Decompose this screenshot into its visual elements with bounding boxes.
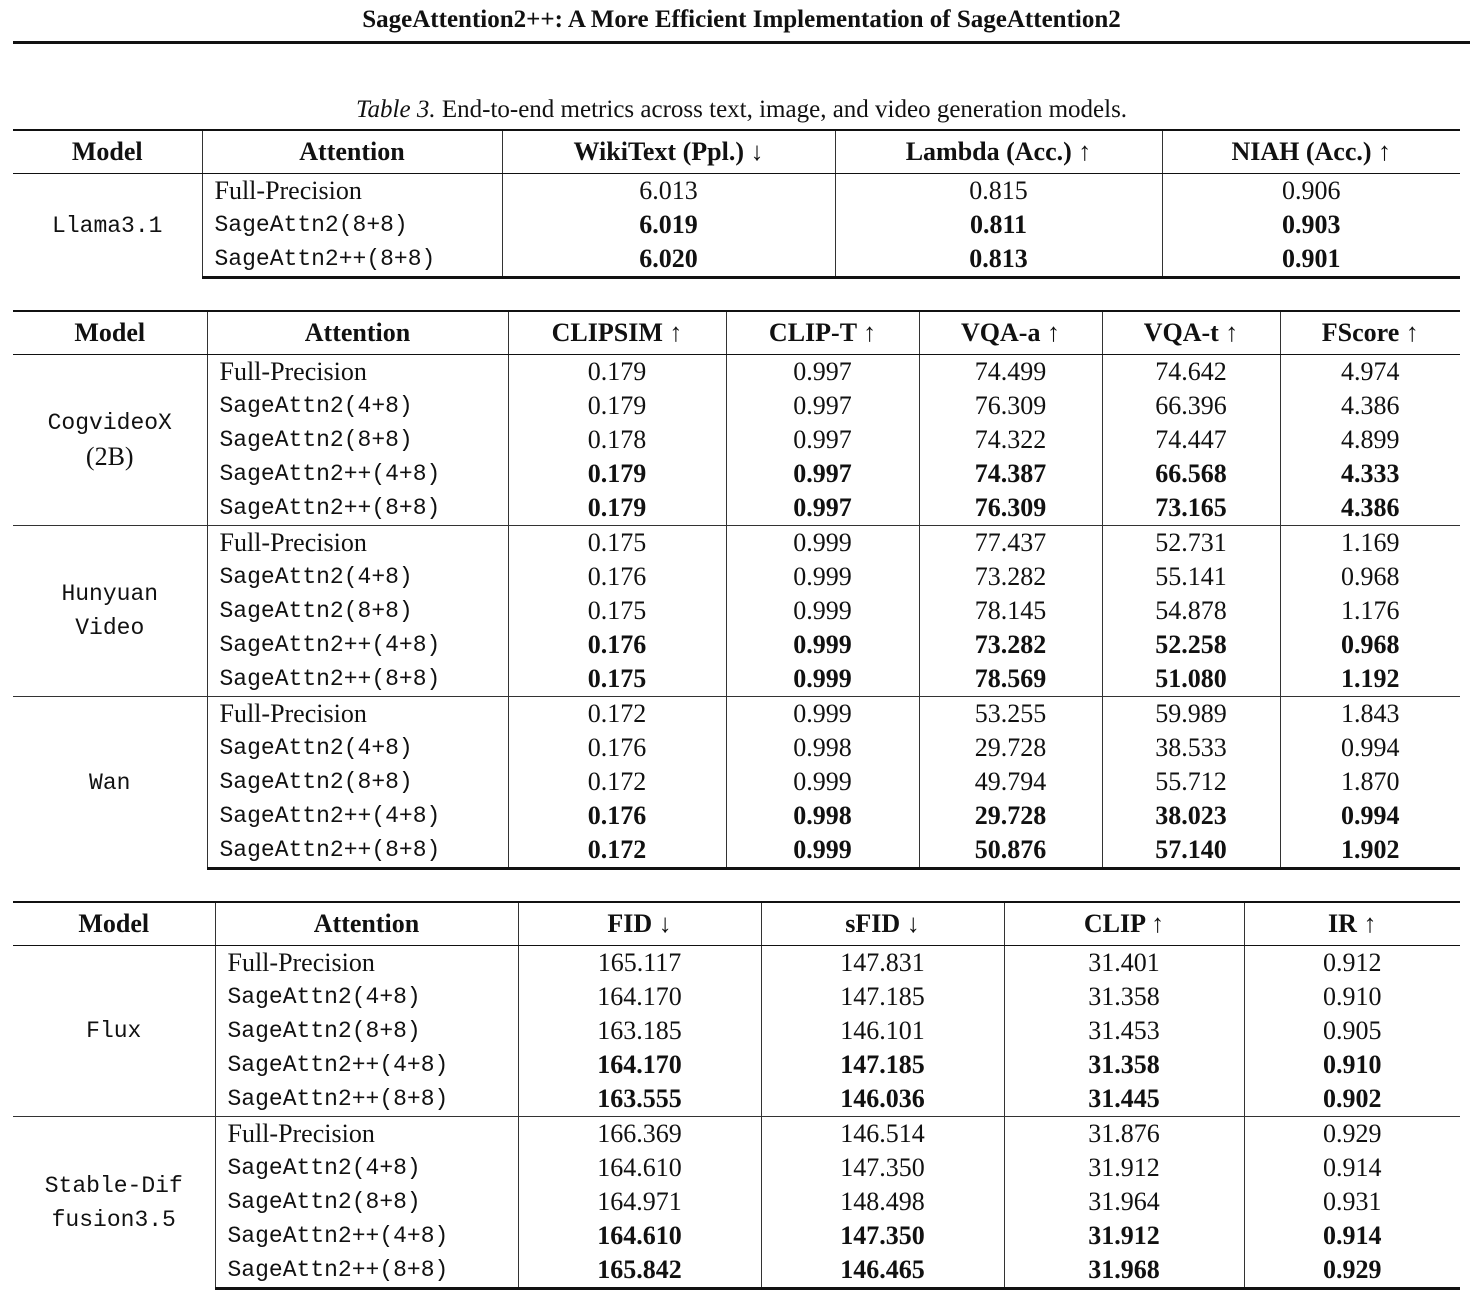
metric-value-clip: 31.453 bbox=[1004, 1014, 1244, 1048]
video-generation-table bbox=[13, 310, 1460, 870]
metric-value-clip-t: 0.997 bbox=[726, 423, 919, 457]
table-row bbox=[13, 457, 1460, 491]
column-header-model: Model bbox=[13, 311, 207, 355]
column-header-fid: FID ↓ bbox=[518, 902, 761, 946]
metric-value-clip-t: 0.999 bbox=[726, 594, 919, 628]
attention-method: Full-Precision bbox=[215, 946, 518, 981]
metric-value-clip: 31.964 bbox=[1004, 1185, 1244, 1219]
metric-value-vqa-a: 50.876 bbox=[919, 833, 1102, 869]
table-row bbox=[13, 799, 1460, 833]
metric-value-ir: 0.914 bbox=[1323, 1153, 1382, 1182]
metric-value-fscore: 0.968 bbox=[1341, 562, 1400, 591]
table-row bbox=[13, 242, 1460, 278]
attention-method: Full-Precision bbox=[207, 526, 508, 561]
metric-value-clip: 31.912 bbox=[1004, 1219, 1244, 1253]
metric-value-fid: 164.610 bbox=[518, 1219, 761, 1253]
attention-method: SageAttn2++(4+8) bbox=[215, 1219, 518, 1253]
metric-value-fid: 163.555 bbox=[518, 1082, 761, 1117]
metric-value-clipsim: 0.172 bbox=[508, 833, 726, 869]
metric-value-vqa-t: 51.080 bbox=[1102, 662, 1280, 697]
model-name bbox=[13, 946, 215, 1117]
metric-value-clipsim: 0.179 bbox=[508, 389, 726, 423]
metric-value-vqa-a: 73.282 bbox=[919, 628, 1102, 662]
column-header-attention: Attention bbox=[202, 130, 502, 174]
model-name-line: fusion3.5 bbox=[51, 1206, 176, 1233]
metric-value-clipsim: 0.179 bbox=[508, 491, 726, 526]
metric-value-ir: 0.929 bbox=[1244, 1253, 1460, 1289]
model-group-llama3-1 bbox=[13, 174, 1460, 278]
metric-value-vqa-a: 29.728 bbox=[919, 799, 1102, 833]
table-row bbox=[13, 526, 1460, 561]
metric-value-vqa-a: 78.145 bbox=[919, 594, 1102, 628]
attention-method: Full-Precision bbox=[215, 1117, 518, 1152]
model-name-line: Hunyuan bbox=[61, 581, 159, 607]
metric-value-fid: 164.170 bbox=[518, 1048, 761, 1082]
attention-method: SageAttn2++(8+8) bbox=[207, 662, 508, 697]
column-header-fscore: FScore ↑ bbox=[1280, 311, 1460, 355]
metric-value-clip-t: 0.999 bbox=[726, 526, 919, 561]
metric-value-clip: 31.912 bbox=[1004, 1151, 1244, 1185]
metric-value-fid: 165.842 bbox=[518, 1253, 761, 1289]
metric-value-clip-t: 0.997 bbox=[726, 491, 919, 526]
metric-value-clipsim: 0.172 bbox=[508, 697, 726, 732]
table-row bbox=[13, 697, 1460, 732]
table-caption-label: Table 3. bbox=[355, 96, 436, 123]
column-header-vqa-t: VQA-t ↑ bbox=[1102, 311, 1280, 355]
metric-value-vqa-t: 54.878 bbox=[1102, 594, 1280, 628]
metric-value-fscore: 1.843 bbox=[1280, 697, 1460, 732]
metric-value-lambda-acc: 0.813 bbox=[835, 242, 1162, 278]
attention-method: SageAttn2++(8+8) bbox=[202, 242, 502, 278]
attention-method: SageAttn2++(4+8) bbox=[215, 1048, 518, 1082]
metric-value-vqa-a: 76.309 bbox=[919, 389, 1102, 423]
model-name-line: Flux bbox=[86, 1018, 142, 1044]
metric-value-vqa-a: 53.255 bbox=[919, 697, 1102, 732]
attention-method: SageAttn2(8+8) bbox=[215, 1014, 518, 1048]
table-caption bbox=[0, 96, 1483, 124]
metric-value-wikitext-ppl: 6.019 bbox=[502, 208, 835, 242]
model-name-line: Video bbox=[75, 615, 145, 641]
metric-value-clip: 31.401 bbox=[1004, 946, 1244, 981]
metric-value-clip-t: 0.999 bbox=[726, 697, 919, 732]
metric-value-fscore: 1.902 bbox=[1280, 833, 1460, 869]
column-header-clip-t: CLIP-T ↑ bbox=[726, 311, 919, 355]
metric-value-clipsim: 0.176 bbox=[508, 628, 726, 662]
metric-value-sfid: 147.185 bbox=[761, 1048, 1004, 1082]
metric-value-fscore: 1.192 bbox=[1341, 664, 1400, 693]
metric-value-sfid: 147.185 bbox=[761, 980, 1004, 1014]
model-name-line: Wan bbox=[89, 769, 131, 796]
table-row bbox=[13, 628, 1460, 662]
attention-method: SageAttn2(8+8) bbox=[207, 594, 508, 628]
table-row bbox=[13, 662, 1460, 697]
metric-value-sfid: 147.350 bbox=[761, 1219, 1004, 1253]
metric-value-clipsim: 0.176 bbox=[508, 560, 726, 594]
table-caption-text: End-to-end metrics across text, image, and video generation models. bbox=[441, 96, 1128, 123]
metric-value-vqa-a: 29.728 bbox=[919, 731, 1102, 765]
table-row bbox=[13, 389, 1460, 423]
column-header-clip: CLIP ↑ bbox=[1004, 902, 1244, 946]
metric-value-clip-t: 0.999 bbox=[726, 765, 919, 799]
metric-value-ir: 0.910 bbox=[1323, 1050, 1382, 1079]
column-header-wikitext-ppl: WikiText (Ppl.) ↓ bbox=[502, 130, 835, 174]
metric-value-sfid: 148.498 bbox=[761, 1185, 1004, 1219]
metric-value-niah-acc: 0.903 bbox=[1282, 210, 1341, 239]
model-name bbox=[13, 526, 207, 697]
attention-method: Full-Precision bbox=[207, 355, 508, 390]
attention-method: SageAttn2++(4+8) bbox=[207, 457, 508, 491]
model-group-flux bbox=[13, 946, 1460, 1117]
model-name-line: CogvideoX bbox=[47, 410, 172, 436]
image-generation-table bbox=[13, 901, 1460, 1290]
attention-method: SageAttn2++(8+8) bbox=[207, 833, 508, 869]
metric-value-fscore: 1.176 bbox=[1341, 596, 1400, 625]
metric-value-clip-t: 0.999 bbox=[726, 628, 919, 662]
metric-value-clip-t: 0.999 bbox=[726, 833, 919, 869]
metric-value-clipsim: 0.175 bbox=[508, 594, 726, 628]
attention-method: SageAttn2(4+8) bbox=[215, 1151, 518, 1185]
model-name bbox=[13, 355, 207, 526]
metric-value-clip-t: 0.998 bbox=[726, 731, 919, 765]
header-row bbox=[13, 130, 1460, 174]
metric-value-sfid: 147.831 bbox=[761, 946, 1004, 981]
model-group-cogvideox-2b bbox=[13, 355, 1460, 526]
metric-value-fid: 164.971 bbox=[518, 1185, 761, 1219]
metric-value-vqa-t: 66.568 bbox=[1102, 457, 1280, 491]
metric-value-vqa-t: 52.731 bbox=[1102, 526, 1280, 561]
table-row bbox=[13, 491, 1460, 526]
metric-value-clip: 31.358 bbox=[1004, 980, 1244, 1014]
metric-value-ir: 0.914 bbox=[1323, 1221, 1382, 1250]
table-row bbox=[13, 1117, 1460, 1152]
metric-value-clipsim: 0.178 bbox=[508, 423, 726, 457]
metric-value-fscore: 0.994 bbox=[1341, 801, 1400, 830]
table-row bbox=[13, 1185, 1460, 1219]
text-generation-table bbox=[13, 129, 1460, 279]
metric-value-vqa-t: 74.642 bbox=[1102, 355, 1280, 390]
column-header-clipsim: CLIPSIM ↑ bbox=[508, 311, 726, 355]
column-header-vqa-a: VQA-a ↑ bbox=[919, 311, 1102, 355]
model-group-wan bbox=[13, 697, 1460, 869]
model-group-hunyuan-video bbox=[13, 526, 1460, 697]
metric-value-vqa-t: 55.712 bbox=[1102, 765, 1280, 799]
metric-value-fscore: 4.974 bbox=[1341, 357, 1400, 386]
table-row bbox=[13, 423, 1460, 457]
metric-value-vqa-t: 73.165 bbox=[1102, 491, 1280, 526]
table-row bbox=[13, 174, 1460, 209]
metric-value-niah-acc: 0.906 bbox=[1282, 176, 1341, 205]
metric-value-fid: 165.117 bbox=[518, 946, 761, 981]
running-head-rule bbox=[13, 41, 1470, 44]
metric-value-clipsim: 0.172 bbox=[508, 765, 726, 799]
metric-value-fid: 164.610 bbox=[518, 1151, 761, 1185]
column-header-model: Model bbox=[13, 130, 202, 174]
attention-method: SageAttn2++(8+8) bbox=[207, 491, 508, 526]
metric-value-clip-t: 0.997 bbox=[726, 389, 919, 423]
table-row bbox=[13, 1253, 1460, 1289]
metric-value-fscore: 0.968 bbox=[1341, 630, 1400, 659]
table-row bbox=[13, 765, 1460, 799]
metric-value-vqa-a: 77.437 bbox=[919, 526, 1102, 561]
table-row bbox=[13, 833, 1460, 869]
metric-value-vqa-a: 74.499 bbox=[919, 355, 1102, 390]
metric-value-wikitext-ppl: 6.013 bbox=[502, 174, 835, 209]
metric-value-fscore: 1.870 bbox=[1341, 767, 1400, 796]
metric-value-sfid: 146.514 bbox=[761, 1117, 1004, 1152]
metric-value-vqa-a: 74.322 bbox=[919, 423, 1102, 457]
attention-method: Full-Precision bbox=[207, 697, 508, 732]
metric-value-fscore: 4.333 bbox=[1341, 459, 1400, 488]
metric-value-clip-t: 0.997 bbox=[726, 457, 919, 491]
model-name-line: Llama3.1 bbox=[52, 212, 163, 239]
metric-value-clipsim: 0.175 bbox=[508, 662, 726, 697]
metric-value-ir: 0.910 bbox=[1323, 982, 1382, 1011]
attention-method: SageAttn2++(4+8) bbox=[207, 628, 508, 662]
attention-method: Full-Precision bbox=[202, 174, 502, 209]
table-row bbox=[13, 1151, 1460, 1185]
model-name bbox=[13, 174, 202, 278]
metric-value-niah-acc: 0.901 bbox=[1162, 242, 1460, 278]
metric-value-sfid: 147.350 bbox=[761, 1151, 1004, 1185]
metric-value-fscore: 4.386 bbox=[1341, 493, 1400, 522]
column-header-lambda-acc: Lambda (Acc.) ↑ bbox=[835, 130, 1162, 174]
table-row bbox=[13, 1082, 1460, 1117]
metric-value-clipsim: 0.175 bbox=[508, 526, 726, 561]
table-row bbox=[13, 731, 1460, 765]
metric-value-clipsim: 0.179 bbox=[508, 355, 726, 390]
metric-value-fid: 163.185 bbox=[518, 1014, 761, 1048]
metric-value-vqa-t: 59.989 bbox=[1102, 697, 1280, 732]
metric-value-fscore: 0.994 bbox=[1341, 733, 1400, 762]
metric-value-clip-t: 0.999 bbox=[726, 560, 919, 594]
attention-method: SageAttn2(8+8) bbox=[207, 765, 508, 799]
model-name-line: (2B) bbox=[85, 442, 134, 471]
metric-value-clip: 31.445 bbox=[1004, 1082, 1244, 1117]
metric-value-fscore: 4.899 bbox=[1341, 425, 1400, 454]
metric-value-vqa-t: 38.023 bbox=[1102, 799, 1280, 833]
metric-value-vqa-a: 78.569 bbox=[919, 662, 1102, 697]
metric-value-wikitext-ppl: 6.020 bbox=[502, 242, 835, 278]
attention-method: SageAttn2(8+8) bbox=[202, 208, 502, 242]
attention-method: SageAttn2(4+8) bbox=[215, 980, 518, 1014]
metric-value-ir: 0.912 bbox=[1323, 948, 1382, 977]
metric-value-vqa-a: 74.387 bbox=[919, 457, 1102, 491]
model-name bbox=[13, 697, 207, 869]
metric-value-vqa-a: 76.309 bbox=[919, 491, 1102, 526]
table-row bbox=[13, 1219, 1460, 1253]
table-row bbox=[13, 208, 1460, 242]
metric-value-fid: 164.170 bbox=[518, 980, 761, 1014]
table-row bbox=[13, 1048, 1460, 1082]
attention-method: SageAttn2(8+8) bbox=[215, 1185, 518, 1219]
running-head: SageAttention2++: A More Efficient Implementation of SageAttention2 bbox=[362, 6, 1121, 33]
metric-value-clip-t: 0.999 bbox=[726, 662, 919, 697]
metric-value-clipsim: 0.179 bbox=[508, 457, 726, 491]
metric-value-clipsim: 0.176 bbox=[508, 799, 726, 833]
attention-method: SageAttn2(4+8) bbox=[207, 731, 508, 765]
metric-value-sfid: 146.101 bbox=[761, 1014, 1004, 1048]
attention-method: SageAttn2(8+8) bbox=[207, 423, 508, 457]
metric-value-vqa-t: 55.141 bbox=[1102, 560, 1280, 594]
metric-value-clip: 31.358 bbox=[1004, 1048, 1244, 1082]
metric-value-ir: 0.931 bbox=[1323, 1187, 1382, 1216]
model-name-line: Stable-Dif bbox=[44, 1172, 183, 1199]
metric-value-lambda-acc: 0.815 bbox=[835, 174, 1162, 209]
attention-method: SageAttn2(4+8) bbox=[207, 389, 508, 423]
attention-method: SageAttn2++(8+8) bbox=[215, 1082, 518, 1117]
metric-value-sfid: 146.465 bbox=[761, 1253, 1004, 1289]
metric-value-clip-t: 0.998 bbox=[726, 799, 919, 833]
attention-method: SageAttn2++(4+8) bbox=[207, 799, 508, 833]
column-header-ir: IR ↑ bbox=[1244, 902, 1460, 946]
metric-value-fid: 166.369 bbox=[518, 1117, 761, 1152]
metric-value-vqa-a: 49.794 bbox=[919, 765, 1102, 799]
metric-value-ir: 0.905 bbox=[1323, 1016, 1382, 1045]
table-row bbox=[13, 1014, 1460, 1048]
metric-value-sfid: 146.036 bbox=[761, 1082, 1004, 1117]
metric-value-clip: 31.968 bbox=[1004, 1253, 1244, 1289]
model-name bbox=[13, 1117, 215, 1289]
model-group-stable-dif-fusion3-5 bbox=[13, 1117, 1460, 1289]
metric-value-ir: 0.929 bbox=[1244, 1117, 1460, 1152]
header-row bbox=[13, 902, 1460, 946]
metric-value-fscore: 4.386 bbox=[1341, 391, 1400, 420]
metric-value-vqa-t: 74.447 bbox=[1102, 423, 1280, 457]
table-row bbox=[13, 560, 1460, 594]
table-row bbox=[13, 355, 1460, 390]
column-header-model: Model bbox=[13, 902, 215, 946]
column-header-attention: Attention bbox=[207, 311, 508, 355]
metric-value-clip-t: 0.997 bbox=[726, 355, 919, 390]
table-row bbox=[13, 980, 1460, 1014]
attention-method: SageAttn2(4+8) bbox=[207, 560, 508, 594]
column-header-attention: Attention bbox=[215, 902, 518, 946]
table-row bbox=[13, 946, 1460, 981]
header-row bbox=[13, 311, 1460, 355]
column-header-sfid: sFID ↓ bbox=[761, 902, 1004, 946]
column-header-niah-acc: NIAH (Acc.) ↑ bbox=[1162, 130, 1460, 174]
metric-value-clipsim: 0.176 bbox=[508, 731, 726, 765]
metric-value-fscore: 1.169 bbox=[1280, 526, 1460, 561]
metric-value-vqa-t: 66.396 bbox=[1102, 389, 1280, 423]
metric-value-clip: 31.876 bbox=[1004, 1117, 1244, 1152]
metric-value-vqa-t: 52.258 bbox=[1102, 628, 1280, 662]
metric-value-vqa-t: 38.533 bbox=[1102, 731, 1280, 765]
metric-value-vqa-t: 57.140 bbox=[1102, 833, 1280, 869]
metric-value-vqa-a: 73.282 bbox=[919, 560, 1102, 594]
attention-method: SageAttn2++(8+8) bbox=[215, 1253, 518, 1289]
table-row bbox=[13, 594, 1460, 628]
metric-value-lambda-acc: 0.811 bbox=[835, 208, 1162, 242]
metric-value-ir: 0.902 bbox=[1323, 1084, 1382, 1113]
